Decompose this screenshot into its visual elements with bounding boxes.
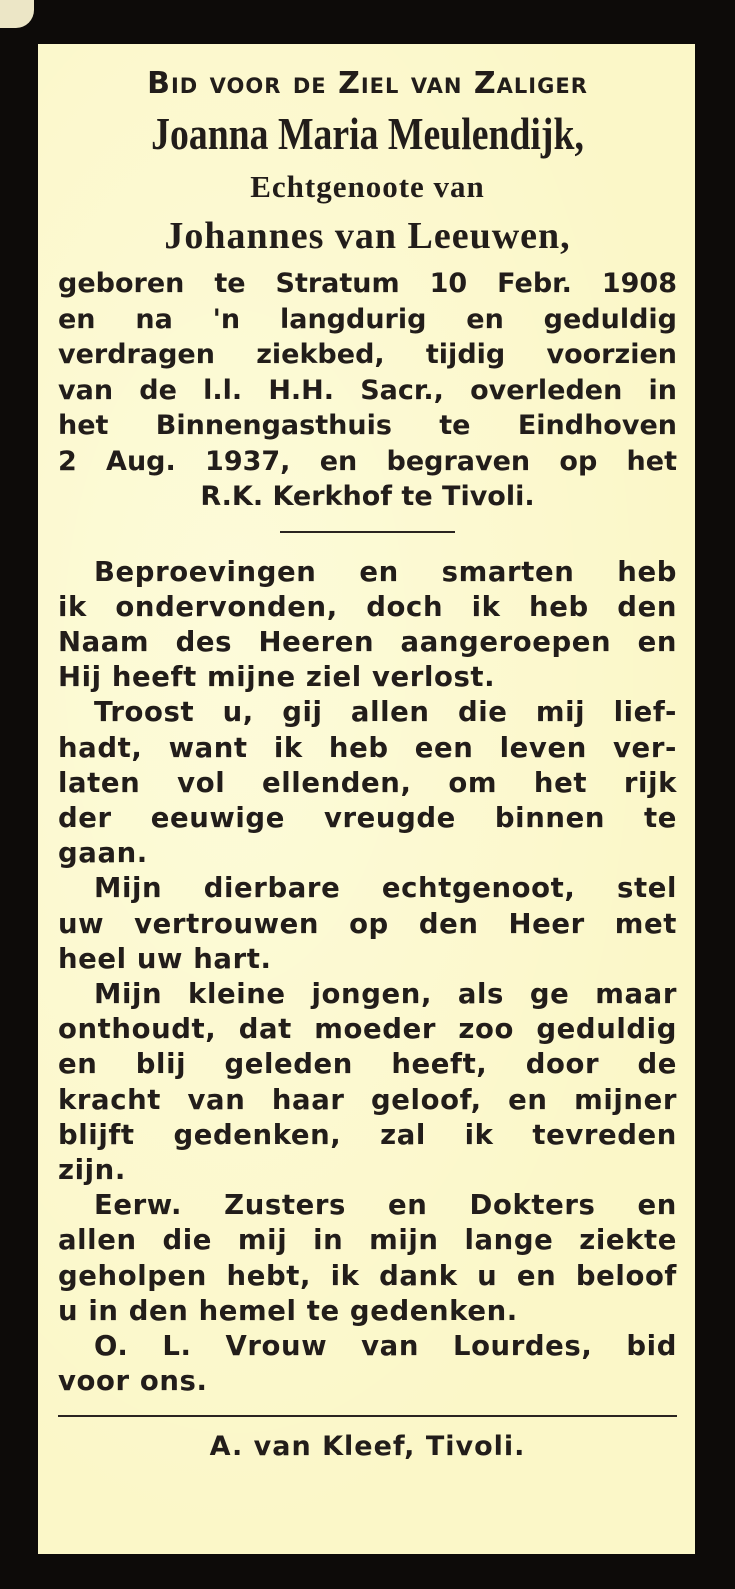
biography: [58, 266, 677, 515]
bio-line: 2 Aug. 1937, en begraven op het: [58, 445, 677, 477]
bio-line: geboren te Stratum 10 Febr. 1908: [58, 268, 677, 299]
verse-line: geholpen hebt, ik dank u en beloof: [58, 1259, 677, 1292]
printer-imprint: A. van Kleef, Tivoli.: [209, 1431, 526, 1463]
verse-line: gaan.: [58, 837, 148, 870]
verse-line: O. L. Vrouw van Lourdes, bid: [94, 1329, 677, 1362]
prayer-heading: Bid voor de Ziel van Zaliger: [147, 66, 588, 101]
verse-line: uw vertrouwen op den Heer met: [58, 907, 677, 940]
verse-line: blijft gedenken, zal ik tevreden: [58, 1118, 677, 1151]
verse-line: zijn.: [58, 1153, 126, 1186]
deceased-name: Joanna Maria Meulendijk,: [151, 108, 584, 159]
card-paper: [38, 44, 695, 1554]
verse-line: voor ons.: [58, 1365, 208, 1398]
torn-corner: [0, 0, 34, 28]
verse-line: Mijn kleine jongen, als ge maar: [94, 977, 677, 1010]
verse-line: allen die mij in mijn lange ziekte: [58, 1224, 677, 1257]
short-divider: [280, 531, 455, 533]
verse-line: Naam des Heeren aangeroepen en: [58, 625, 677, 658]
verse-line: Mijn dierbare echtgenoot, stel: [94, 872, 677, 905]
verse-line: Beproevingen en smarten heb: [94, 555, 677, 588]
verse-line: onthoudt, dat moeder zoo geduldig: [58, 1013, 677, 1046]
verse-line: Hij heeft mijne ziel verlost.: [58, 661, 496, 694]
bio-line-last: R.K. Kerkhof te Tivoli.: [200, 481, 535, 512]
verse-line: en blij geleden heeft, door de: [58, 1048, 677, 1081]
verse-line: ik ondervonden, doch ik heb den: [58, 590, 677, 623]
verse-line: u in den hemel te gedenken.: [58, 1294, 518, 1327]
verse-line: hadt, want ik heb een leven ver-: [58, 731, 677, 764]
bio-line: van de l.l. H.H. Sacr., overleden in: [58, 374, 677, 406]
verse-line: der eeuwige vreugde binnen te: [58, 801, 677, 834]
relation-label: Echtgenoote van: [250, 169, 485, 204]
long-divider: [58, 1415, 677, 1417]
verse-line: Eerw. Zusters en Dokters en: [94, 1189, 677, 1222]
verse-line: Troost u, gij allen die mij lief-: [94, 696, 677, 729]
bio-line: en na 'n langdurig en geduldig: [58, 303, 677, 335]
bio-line: het Binnengasthuis te Eindhoven: [58, 410, 677, 441]
spouse-name: Johannes van Leeuwen,: [164, 215, 571, 257]
memorial-text: [58, 555, 677, 1400]
bio-line: verdragen ziekbed, tijdig voorzien: [58, 339, 677, 370]
verse-line: heel uw hart.: [58, 942, 272, 975]
verse-line: laten vol ellenden, om het rijk: [58, 766, 677, 799]
verse-line: kracht van haar geloof, en mijner: [58, 1083, 677, 1116]
